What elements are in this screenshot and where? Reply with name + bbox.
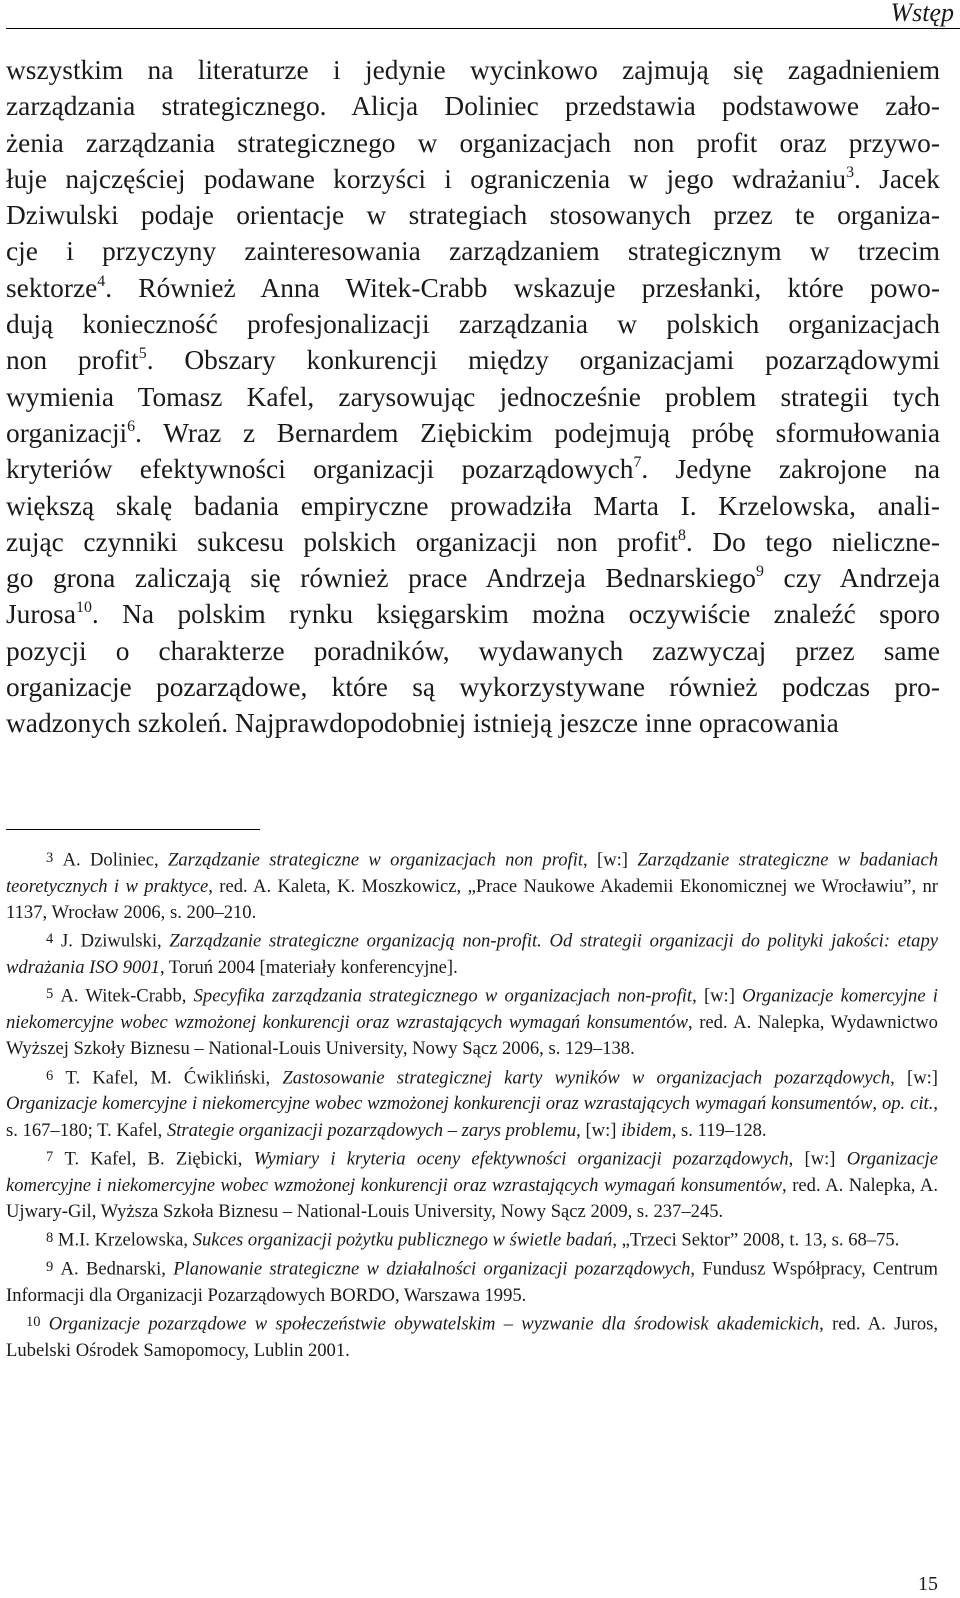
footnote-number: 7 [46, 1148, 54, 1165]
footnote-text: , Fundusz Współpracy, Centrum Informacji dla Organizacji Pozarządowych BORDO, Warszawa 1995. [6, 1258, 938, 1306]
header-rule [6, 28, 960, 29]
body-line [6, 306, 940, 342]
body-line [6, 161, 940, 197]
footnote-number: 8 [46, 1229, 54, 1246]
body-line [6, 524, 940, 560]
footnote-title: Organizacje komercyjne i niekomercyjne wobec wzmożonej konkurencji oraz wzrastających wymagań konsumentów [6, 1148, 938, 1196]
footnote-text: A. Doliniec, [62, 849, 168, 871]
body-text-run: . Obszary konkurencji między organizacjami pozarządowymi [146, 345, 940, 376]
body-text-run: . Do tego nieliczne- [685, 526, 940, 557]
footnote-text: , red. A. Kaleta, K. Moszkowicz, „Prace Naukowe Akademii Ekonomicznej we Wrocławiu”, nr 1137, Wrocław 2006, s. 200–210. [6, 875, 938, 924]
footnote-title: Zarządzanie strategiczne w organizacjach non profit [167, 849, 584, 871]
body-text-run: pozycji o charakterze poradników, wydawanych zazwyczaj przez same [6, 635, 940, 666]
footnote-ref: 3 [846, 163, 854, 181]
footnote-text: , [872, 1093, 882, 1115]
footnote-number: 9 [46, 1258, 54, 1275]
footnote-title: Zarządzanie strategiczne w badaniach teoretycznych i w praktyce [6, 849, 939, 897]
body-text-run: kryteriów efektywności organizacji pozarządowych [6, 454, 634, 485]
footnote-title: Organizacje komercyjne i niekomercyjne wobec wzmożonej konkurencji oraz wzrastających wymagań konsumentów [6, 1093, 873, 1115]
footnote-title: Wymiary i kryteria oceny efektywności organizacji pozarządowych [253, 1148, 789, 1170]
body-line [6, 451, 940, 487]
footnote [6, 845, 938, 926]
footnote [6, 1254, 938, 1309]
footnote-text: A. Bednarski, [60, 1258, 174, 1280]
body-text-run: wymienia Tomasz Kafel, zarysowując jednocześnie problem strategii tych [6, 381, 940, 412]
footnote-text: , s. 167–180; T. Kafel, [6, 1093, 938, 1141]
body-line [6, 197, 940, 233]
footnote-number: 10 [26, 1313, 41, 1330]
footnote-title: Sukces organizacji pożytku publicznego w świetle badań [192, 1229, 613, 1251]
footnote-text: , „Trzeci Sektor” 2008, t. 13, s. 68–75. [612, 1229, 900, 1251]
footnote-ref: 7 [633, 454, 642, 472]
footnote-ref: 9 [756, 563, 764, 581]
body-line [6, 342, 940, 378]
footnote-text: , red. A. Nalepka, Wydawnictwo Wyższej Szkoły Biznesu – National-Louis University, Nowy Sącz 2006, s. 129–138. [6, 1012, 938, 1060]
body-text [6, 52, 940, 742]
footnote-text: , [w:] [692, 985, 743, 1007]
body-text-run: cje i przyczyny zainteresowania zarządzaniem strategicznym w trzecim [6, 236, 940, 267]
footnote-text: , [w:] [583, 849, 638, 871]
body-line [6, 233, 940, 269]
body-text-run: . Jacek [854, 163, 940, 194]
body-line [6, 125, 940, 161]
body-line [6, 633, 940, 669]
footnote [6, 1309, 938, 1364]
body-text-run: czy Andrzeja [763, 563, 940, 594]
footnote-title: Planowanie strategiczne w działalności organizacji pozarządowych [173, 1258, 691, 1280]
body-line [6, 415, 940, 451]
body-text-run: zarządzania strategicznego. Alicja Doliniec przedstawia podstawowe zało- [6, 91, 940, 122]
page-number: 15 [918, 1573, 938, 1595]
footnote-ref: 5 [138, 345, 147, 363]
body-text-run: łuje najczęściej podawane korzyści i ograniczenia w jego wdrażaniu [6, 163, 847, 194]
footnote-title: Organizacje komercyjne i niekomercyjne wobec wzmożonej konkurencji oraz wzrastających wymagań konsumentów [6, 985, 938, 1034]
footnote-number: 3 [46, 850, 54, 866]
footnote-text: , red. A. Juros, Lubelski Ośrodek Samopomocy, Lublin 2001. [6, 1313, 938, 1361]
body-text-run: go grona zaliczają się również prace Andrzeja Bednarskiego [6, 563, 757, 594]
footnote-text: M.I. Krzelowska, [57, 1229, 193, 1251]
footnote-title: Specyfika zarządzania strategicznego w organizacjach non-profit [193, 985, 693, 1007]
body-line [6, 270, 940, 306]
footnote-text: , [w:] [576, 1119, 622, 1141]
body-text-run: większą skalę badania empiryczne prowadziła Marta I. Krzelowska, anali- [6, 490, 940, 521]
footnote-ref: 6 [127, 417, 136, 435]
body-line [6, 488, 940, 524]
footnote-text: , [w:] [890, 1067, 938, 1089]
body-text-run: non profit [6, 345, 139, 376]
running-head: Wstęp [890, 0, 954, 27]
body-text-run: Jurosa [6, 599, 76, 630]
body-line [6, 560, 940, 596]
body-text-run: . Również Anna Witek-Crabb wskazuje przesłanki, które powo- [105, 272, 940, 303]
footnote-ref: 4 [97, 272, 106, 290]
body-text-run: . Na polskim rynku księgarskim można oczywiście znaleźć sporo [91, 599, 940, 630]
footnote-text: , red. A. Nalepka, A. Ujwary-Gil, Wyższa Szkoła Biznesu – National-Louis University, Nowy Sącz 2009, s. 237–245. [6, 1174, 938, 1222]
footnote-ref: 10 [76, 599, 92, 617]
footnote [6, 981, 938, 1062]
body-text-run: zując czynniki sukcesu polskich organizacji non profit [6, 526, 678, 557]
body-text-run: Dziwulski podaje orientacje w strategiach stosowanych przez te organiza- [6, 200, 940, 231]
footnote-separator [6, 829, 260, 830]
body-line [6, 669, 940, 705]
footnote-text: T. Kafel, M. Ćwikliński, [65, 1067, 283, 1089]
footnote [6, 1063, 938, 1144]
footnote-title: Strategie organizacji pozarządowych – zarys problemu [166, 1119, 577, 1141]
footnotes [6, 845, 938, 1364]
footnote-number: 5 [46, 986, 54, 1003]
footnote-title: ibidem [621, 1119, 672, 1141]
body-text-run: żenia zarządzania strategicznego w organizacjach non profit oraz przywo- [6, 127, 940, 158]
footnote-title: op. cit. [881, 1093, 934, 1115]
body-text-run: dują konieczność profesjonalizacji zarządzania w polskich organizacjach [6, 309, 940, 340]
footnote-title: Zarządzanie strategiczne organizacją non-profit. Od strategii organizacji do polityki jakości: etapy wdrażania ISO 9001 [6, 930, 938, 979]
footnote-text: , Toruń 2004 [materiały konferencyjne]. [159, 957, 458, 979]
body-text-run: organizacje pozarządowe, które są wykorzystywane również podczas pro- [6, 672, 940, 703]
footnote-title: Zastosowanie strategicznej karty wyników w organizacjach pozarządowych [282, 1067, 891, 1089]
footnote-text: A. Witek-Crabb, [60, 985, 194, 1007]
body-text-run: organizacji [6, 417, 128, 448]
footnote-text: T. Kafel, B. Ziębicki, [64, 1148, 254, 1170]
body-line [6, 596, 940, 632]
footnote [6, 926, 938, 981]
footnote [6, 1225, 938, 1254]
footnote [6, 1144, 938, 1225]
body-text-run: wadzonych szkoleń. Najprawdopodobniej istnieją jeszcze inne opracowania [6, 708, 839, 739]
body-text-run: . Jedyne zakrojone na [641, 454, 940, 485]
footnote-text: J. Dziwulski, [60, 930, 170, 952]
body-text-run: sektorze [6, 272, 98, 303]
footnote-text: , s. 119–128. [671, 1119, 767, 1141]
body-line [6, 88, 940, 124]
footnote-title: Organizacje pozarządowe w społeczeństwie obywatelskim – wyzwanie dla środowisk akademickich [48, 1313, 820, 1335]
footnote-number: 4 [46, 931, 54, 948]
body-line [6, 379, 940, 415]
footnote-ref: 8 [677, 526, 686, 544]
body-line [6, 705, 940, 741]
body-line [6, 52, 940, 88]
footnote-text: , [w:] [788, 1148, 847, 1170]
body-text-run: wszystkim na literaturze i jedynie wycinkowo zajmują się zagadnieniem [6, 55, 940, 85]
footnote-number: 6 [46, 1067, 54, 1084]
body-text-run: . Wraz z Bernardem Ziębickim podejmują próbę sformułowania [135, 417, 940, 448]
